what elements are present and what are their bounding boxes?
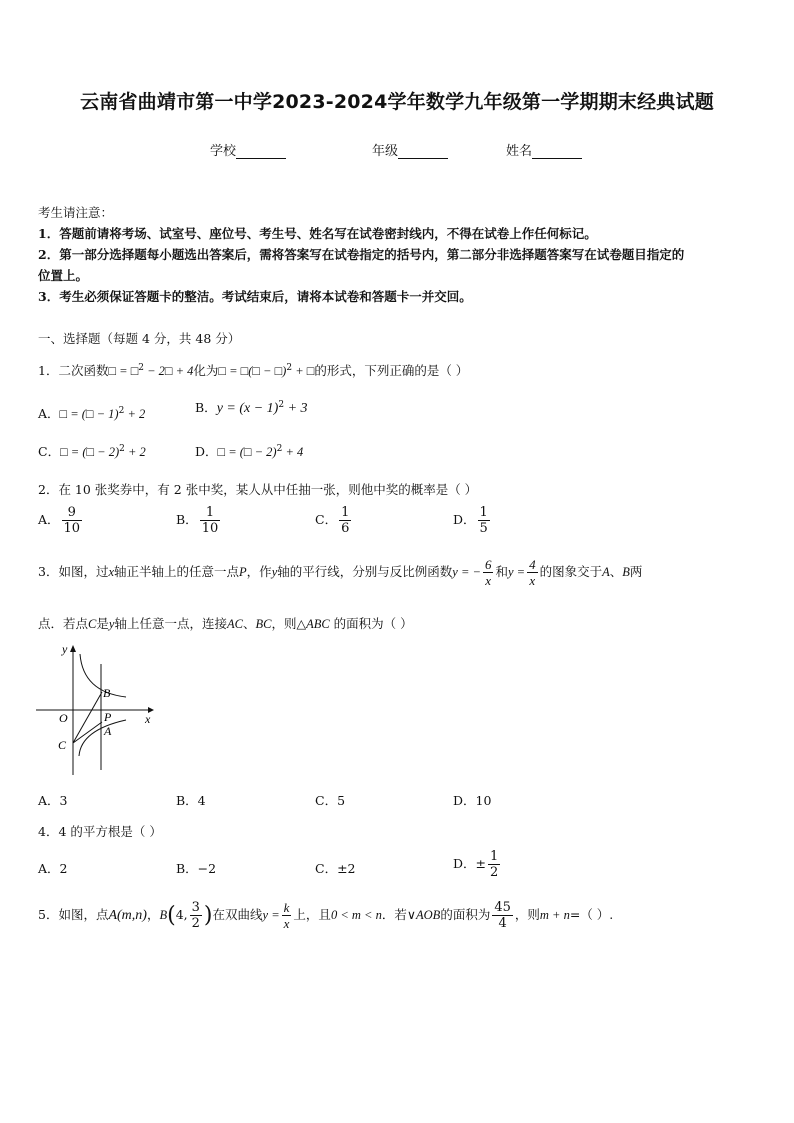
- label-c: C: [58, 738, 67, 752]
- question-4-option-d[interactable]: D．± $\frac{1}{2}$: [453, 849, 499, 880]
- notice-item-2-cont: 位置上。: [38, 268, 89, 283]
- y-axis-arrow: [70, 645, 76, 652]
- label-y: y: [62, 642, 68, 656]
- school-field[interactable]: [210, 140, 286, 159]
- question-2-stem: 2．在 10 张奖券中，有 2 张中奖，某人从中任抽一张，则他中奖的概率是（ ）: [38, 482, 478, 497]
- question-1-stem: 1．二次函数□ = □$^2$ − 2□ + 4化为□ = □(□ − □)$^2$ + □的形式，下列正确的是（ ）: [38, 362, 469, 378]
- question-2-option-a[interactable]: A． $\frac{9}{10}$: [38, 505, 81, 536]
- school-blank[interactable]: [236, 146, 286, 159]
- question-4-stem: 4．4 的平方根是（ ）: [38, 824, 162, 839]
- grade-blank[interactable]: [398, 146, 448, 159]
- school-label: 学校: [210, 144, 237, 159]
- question-3-stem-line2: 点．若点C是y轴上任意一点，连接AC、BC，则△ABC 的面积为（ ）: [38, 616, 413, 631]
- question-1-option-a[interactable]: A．□ = (□ − 1)$^2$ + 2: [38, 405, 146, 421]
- question-3-stem-line1: 3．如图，过x轴正半轴上的任意一点P，作y轴的平行线，分别与反比例函数y = − $\frac{6}{x}$ 和y = $\frac{4}{x}$ 的图象交于A、B两: [38, 557, 643, 588]
- question-1-option-d[interactable]: D．□ = (□ − 2)$^2$ + 4: [195, 443, 304, 459]
- question-3-figure: [36, 640, 160, 780]
- question-3-option-b[interactable]: B．4: [176, 793, 206, 808]
- curve-y-neg-6-over-x: [79, 720, 126, 756]
- question-1-option-b[interactable]: B．$y = (x - 1)^2 + 3$: [195, 399, 308, 416]
- question-2-option-c[interactable]: C． $\frac{1}{6}$: [315, 505, 350, 536]
- label-o: O: [59, 711, 68, 725]
- question-2-option-b[interactable]: B． $\frac{1}{10}$: [176, 505, 219, 536]
- question-1-option-c[interactable]: C．□ = (□ − 2)$^2$ + 2: [38, 443, 146, 459]
- question-4-option-a[interactable]: A．2: [38, 861, 68, 876]
- question-2-option-d[interactable]: D． $\frac{1}{5}$: [453, 505, 488, 536]
- label-a: A: [104, 724, 112, 738]
- section-heading: 一、选择题（每题 4 分，共 48 分）: [38, 331, 241, 346]
- name-blank[interactable]: [532, 146, 582, 159]
- grade-label: 年级: [372, 144, 399, 159]
- name-label: 姓名: [506, 144, 533, 159]
- notice-heading: 考生请注意：: [38, 205, 114, 220]
- segment-ca: [73, 722, 102, 743]
- question-4-option-b[interactable]: B．−2: [176, 861, 217, 876]
- notice-item-1: 1．答题前请将考场、试室号、座位号、考生号、姓名写在试卷密封线内，不得在试卷上作任何标记。: [38, 226, 597, 241]
- segment-cb: [73, 692, 102, 743]
- label-b: B: [103, 686, 111, 700]
- grade-field[interactable]: [372, 140, 448, 159]
- question-3-option-c[interactable]: C．5: [315, 793, 346, 808]
- notice-item-2: 2．第一部分选择题每小题选出答案后，需将答案写在试卷指定的括号内，第二部分非选择题答案写在试卷题目指定的: [38, 247, 685, 262]
- label-p: P: [104, 710, 112, 724]
- name-field[interactable]: [506, 140, 582, 159]
- question-3-option-d[interactable]: D．10: [453, 793, 492, 808]
- notice-item-3: 3．考生必须保证答题卡的整洁。考试结束后，请将本试卷和答题卡一并交回。: [38, 289, 472, 304]
- page-title: 云南省曲靖市第一中学2023-2024学年数学九年级第一学期期末经典试题: [80, 91, 714, 113]
- question-5-stem: 5．如图，点A(m,n)，B(4, $\frac{3}{2}$ )在双曲线y = $\frac{k}{x}$ 上，且0 < m < n．若∨AOB的面积为 $\frac{45}{4}$ ，则m + n=（ ）.: [38, 900, 614, 931]
- label-x: x: [145, 712, 151, 726]
- question-3-option-a[interactable]: A．3: [38, 793, 68, 808]
- question-4-option-c[interactable]: C．±2: [315, 861, 356, 876]
